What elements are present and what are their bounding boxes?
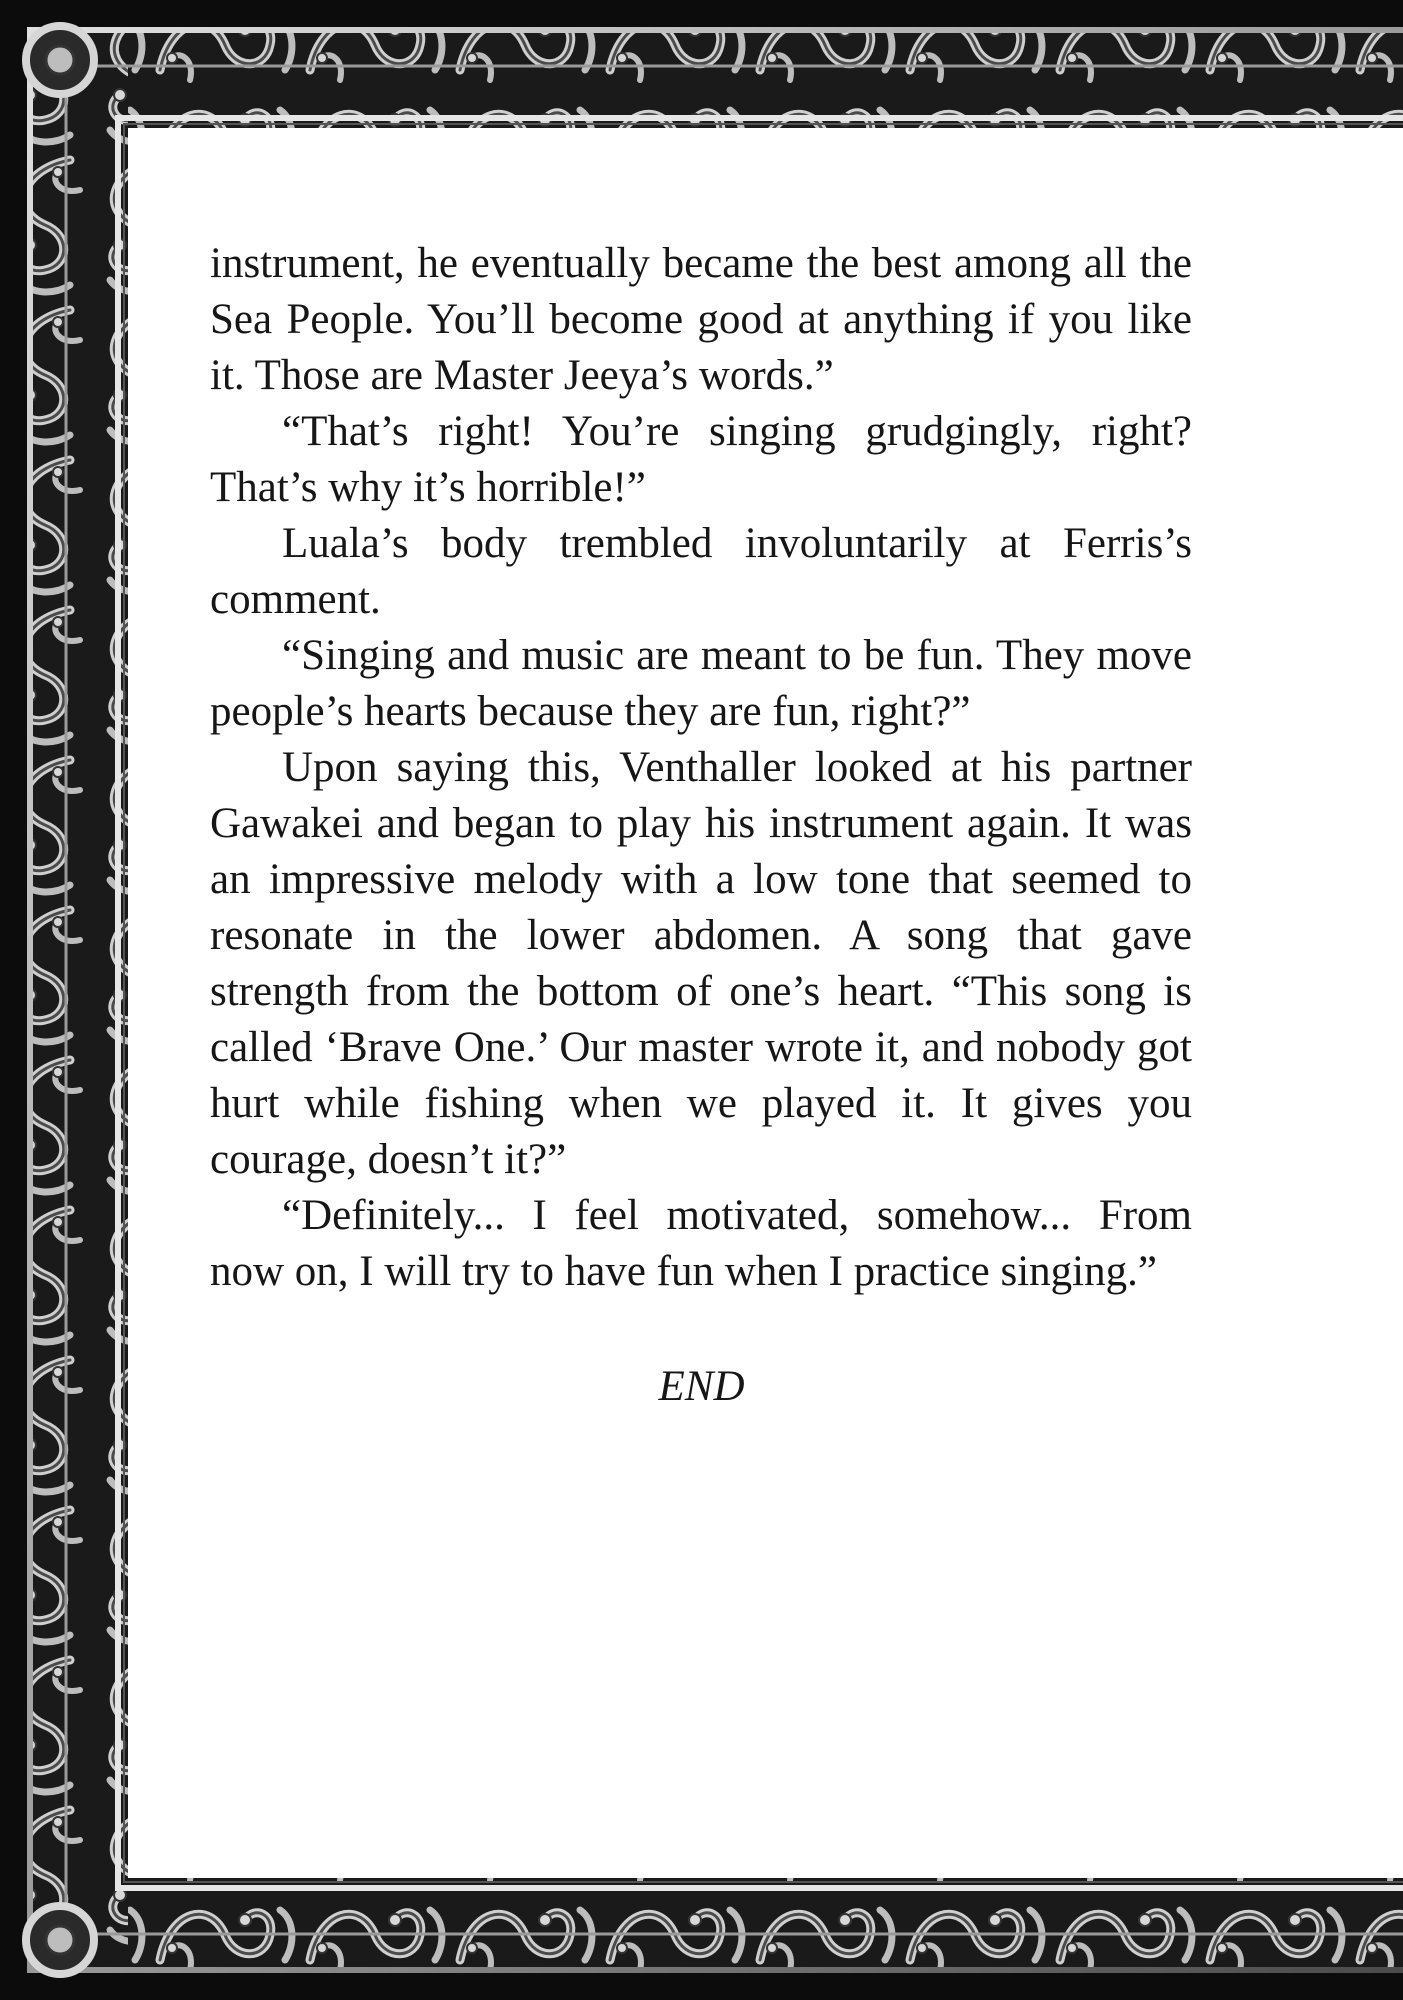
paragraph: “That’s right! You’re singing grudgingly, right? That’s why it’s horrible!” (210, 408, 1192, 511)
paragraph: “Definitely... I feel motivated, somehow... From now on, I will try to have fun when I practice singing.” (210, 1192, 1192, 1295)
paragraph: “Singing and music are meant to be fun. They move people’s hearts because they are fun, right?” (210, 632, 1192, 735)
body-text (210, 236, 1192, 1300)
paragraph: instrument, he eventually became the best among all the Sea People. You’ll become good at anything if you like it. Those are Master Jeeya’s words.” (210, 240, 1192, 399)
paragraph: Luala’s body trembled involuntarily at Ferris’s comment. (210, 520, 1192, 623)
end-mark: END (658, 1363, 745, 1410)
paragraph: Upon saying this, Venthaller looked at his partner Gawakei and began to play his instrument again. It was an impressive melody with a low tone that seemed to resonate in the lower abdomen. A song that gave strength from the bottom of one’s heart. “This song is called ‘Brave One.’ Our master wrote it, and nobody got hurt while fishing when we played it. It gives you courage, doesn’t it?” (210, 744, 1192, 1183)
